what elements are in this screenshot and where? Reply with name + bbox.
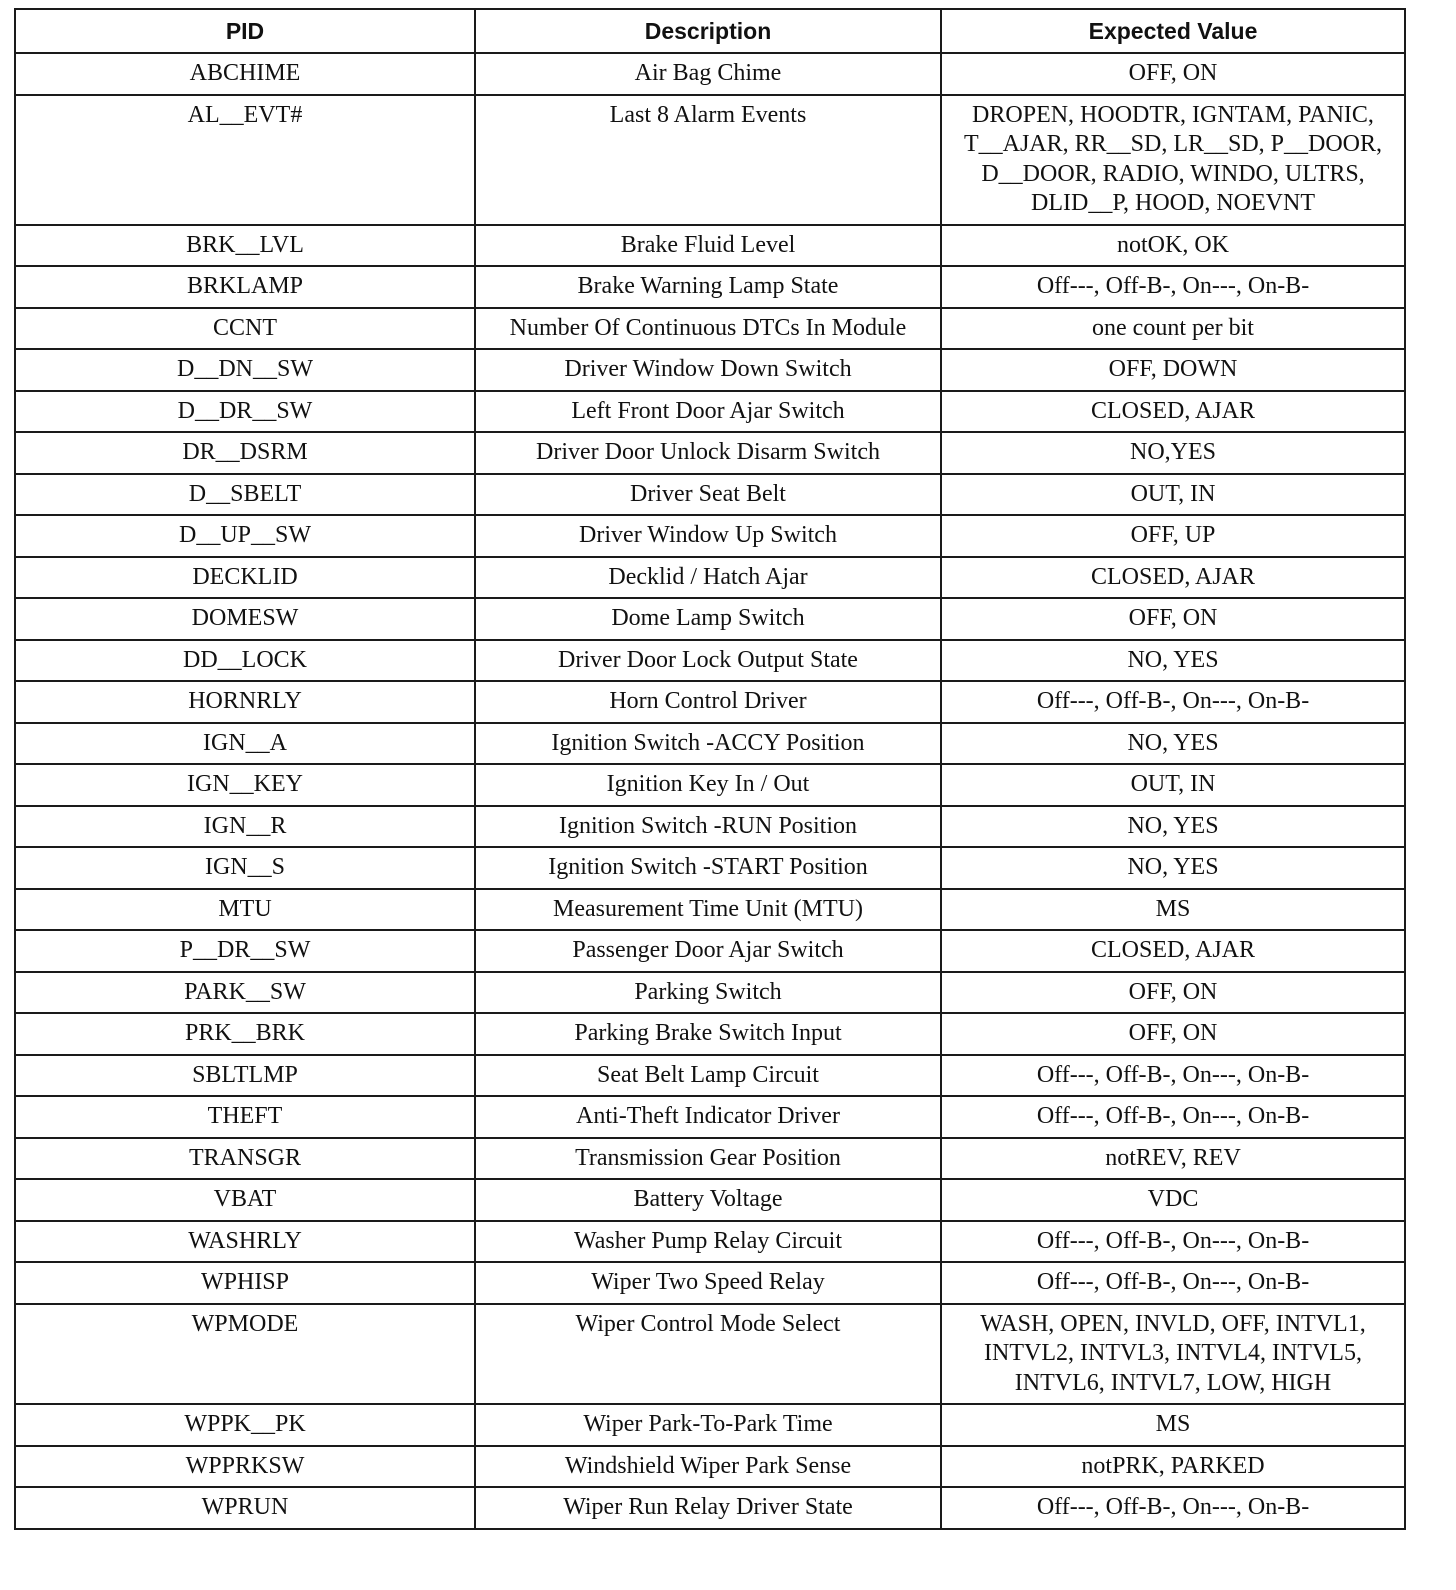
cell-description: Battery Voltage: [475, 1179, 941, 1221]
cell-pid: WASHRLY: [15, 1221, 475, 1263]
cell-expected-value: VDC: [941, 1179, 1405, 1221]
cell-pid: DECKLID: [15, 557, 475, 599]
table-row: [15, 640, 1405, 682]
table-body: [15, 53, 1405, 1529]
cell-expected-value: CLOSED, AJAR: [941, 391, 1405, 433]
cell-expected-value: NO, YES: [941, 723, 1405, 765]
cell-description: Brake Fluid Level: [475, 225, 941, 267]
cell-pid: D__DR__SW: [15, 391, 475, 433]
table-row: [15, 1096, 1405, 1138]
table-row: [15, 515, 1405, 557]
cell-pid: VBAT: [15, 1179, 475, 1221]
cell-description: Driver Seat Belt: [475, 474, 941, 516]
cell-description: Transmission Gear Position: [475, 1138, 941, 1180]
cell-expected-value: OFF, ON: [941, 53, 1405, 95]
cell-pid: MTU: [15, 889, 475, 931]
cell-pid: WPPRKSW: [15, 1446, 475, 1488]
cell-pid: BRK__LVL: [15, 225, 475, 267]
cell-expected-value: Off---, Off-B-, On---, On-B-: [941, 1221, 1405, 1263]
cell-pid: D__DN__SW: [15, 349, 475, 391]
cell-description: Ignition Switch -START Position: [475, 847, 941, 889]
header-expected-value: Expected Value: [941, 9, 1405, 53]
table-row: [15, 764, 1405, 806]
cell-description: Anti-Theft Indicator Driver: [475, 1096, 941, 1138]
cell-expected-value: notPRK, PARKED: [941, 1446, 1405, 1488]
cell-pid: BRKLAMP: [15, 266, 475, 308]
cell-expected-value: Off---, Off-B-, On---, On-B-: [941, 1262, 1405, 1304]
cell-description: Wiper Control Mode Select: [475, 1304, 941, 1405]
cell-expected-value: one count per bit: [941, 308, 1405, 350]
header-pid: PID: [15, 9, 475, 53]
table-row: [15, 95, 1405, 225]
cell-description: Ignition Switch -RUN Position: [475, 806, 941, 848]
table-row: [15, 1446, 1405, 1488]
cell-expected-value: NO, YES: [941, 847, 1405, 889]
cell-description: Dome Lamp Switch: [475, 598, 941, 640]
cell-expected-value: NO, YES: [941, 640, 1405, 682]
cell-pid: DOMESW: [15, 598, 475, 640]
cell-pid: WPRUN: [15, 1487, 475, 1529]
cell-pid: D__SBELT: [15, 474, 475, 516]
cell-pid: PRK__BRK: [15, 1013, 475, 1055]
table-row: [15, 225, 1405, 267]
cell-pid: WPPK__PK: [15, 1404, 475, 1446]
cell-expected-value: OFF, UP: [941, 515, 1405, 557]
cell-pid: IGN__R: [15, 806, 475, 848]
cell-pid: ABCHIME: [15, 53, 475, 95]
cell-expected-value: notREV, REV: [941, 1138, 1405, 1180]
cell-description: Washer Pump Relay Circuit: [475, 1221, 941, 1263]
cell-pid: D__UP__SW: [15, 515, 475, 557]
table-row: [15, 1179, 1405, 1221]
cell-description: Measurement Time Unit (MTU): [475, 889, 941, 931]
table-row: [15, 930, 1405, 972]
cell-description: Horn Control Driver: [475, 681, 941, 723]
table-row: [15, 889, 1405, 931]
table-row: [15, 681, 1405, 723]
cell-description: Last 8 Alarm Events: [475, 95, 941, 225]
cell-pid: PARK__SW: [15, 972, 475, 1014]
cell-description: Wiper Park-To-Park Time: [475, 1404, 941, 1446]
cell-pid: HORNRLY: [15, 681, 475, 723]
cell-expected-value: CLOSED, AJAR: [941, 557, 1405, 599]
table-row: [15, 847, 1405, 889]
table-row: [15, 1138, 1405, 1180]
table-row: [15, 1013, 1405, 1055]
cell-pid: IGN__S: [15, 847, 475, 889]
pid-table: [14, 8, 1406, 1530]
cell-pid: WPHISP: [15, 1262, 475, 1304]
cell-expected-value: NO, YES: [941, 806, 1405, 848]
cell-expected-value: Off---, Off-B-, On---, On-B-: [941, 1055, 1405, 1097]
table-row: [15, 972, 1405, 1014]
cell-expected-value: OFF, ON: [941, 1013, 1405, 1055]
cell-pid: DD__LOCK: [15, 640, 475, 682]
cell-expected-value: notOK, OK: [941, 225, 1405, 267]
cell-expected-value: CLOSED, AJAR: [941, 930, 1405, 972]
table-row: [15, 1304, 1405, 1405]
cell-description: Ignition Switch -ACCY Position: [475, 723, 941, 765]
cell-description: Left Front Door Ajar Switch: [475, 391, 941, 433]
cell-expected-value: OUT, IN: [941, 764, 1405, 806]
cell-description: Driver Door Unlock Disarm Switch: [475, 432, 941, 474]
cell-expected-value: Off---, Off-B-, On---, On-B-: [941, 681, 1405, 723]
cell-pid: DR__DSRM: [15, 432, 475, 474]
cell-description: Brake Warning Lamp State: [475, 266, 941, 308]
table-row: [15, 723, 1405, 765]
table-row: [15, 1487, 1405, 1529]
cell-description: Parking Switch: [475, 972, 941, 1014]
cell-pid: CCNT: [15, 308, 475, 350]
cell-expected-value: Off---, Off-B-, On---, On-B-: [941, 1487, 1405, 1529]
table-row: [15, 1055, 1405, 1097]
table-row: [15, 391, 1405, 433]
cell-pid: AL__EVT#: [15, 95, 475, 225]
cell-pid: IGN__KEY: [15, 764, 475, 806]
cell-description: Number Of Continuous DTCs In Module: [475, 308, 941, 350]
cell-description: Seat Belt Lamp Circuit: [475, 1055, 941, 1097]
table-row: [15, 1262, 1405, 1304]
cell-expected-value: NO,YES: [941, 432, 1405, 474]
table-row: [15, 53, 1405, 95]
cell-pid: THEFT: [15, 1096, 475, 1138]
cell-pid: P__DR__SW: [15, 930, 475, 972]
cell-description: Decklid / Hatch Ajar: [475, 557, 941, 599]
table-row: [15, 1404, 1405, 1446]
cell-description: Ignition Key In / Out: [475, 764, 941, 806]
cell-pid: WPMODE: [15, 1304, 475, 1405]
header-description: Description: [475, 9, 941, 53]
table-row: [15, 349, 1405, 391]
table-row: [15, 1221, 1405, 1263]
cell-expected-value: OFF, ON: [941, 972, 1405, 1014]
cell-expected-value: DROPEN, HOODTR, IGNTAM, PANIC, T__AJAR, RR__SD, LR__SD, P__DOOR, D__DOOR, RADIO, WINDO, ULTRS, DLID__P, HOOD, NOEVNT: [941, 95, 1405, 225]
table-row: [15, 308, 1405, 350]
header-row: [15, 9, 1405, 53]
table-row: [15, 598, 1405, 640]
cell-description: Parking Brake Switch Input: [475, 1013, 941, 1055]
cell-expected-value: MS: [941, 1404, 1405, 1446]
cell-expected-value: OFF, ON: [941, 598, 1405, 640]
cell-expected-value: MS: [941, 889, 1405, 931]
table-row: [15, 474, 1405, 516]
cell-expected-value: WASH, OPEN, INVLD, OFF, INTVL1, INTVL2, INTVL3, INTVL4, INTVL5, INTVL6, INTVL7, LOW, HIGH: [941, 1304, 1405, 1405]
cell-description: Passenger Door Ajar Switch: [475, 930, 941, 972]
cell-description: Driver Window Down Switch: [475, 349, 941, 391]
cell-pid: TRANSGR: [15, 1138, 475, 1180]
cell-expected-value: Off---, Off-B-, On---, On-B-: [941, 1096, 1405, 1138]
cell-description: Windshield Wiper Park Sense: [475, 1446, 941, 1488]
table-row: [15, 806, 1405, 848]
table-row: [15, 432, 1405, 474]
cell-description: Wiper Two Speed Relay: [475, 1262, 941, 1304]
cell-expected-value: OUT, IN: [941, 474, 1405, 516]
cell-description: Driver Door Lock Output State: [475, 640, 941, 682]
cell-expected-value: Off---, Off-B-, On---, On-B-: [941, 266, 1405, 308]
cell-expected-value: OFF, DOWN: [941, 349, 1405, 391]
cell-description: Air Bag Chime: [475, 53, 941, 95]
cell-pid: IGN__A: [15, 723, 475, 765]
table-row: [15, 557, 1405, 599]
table-row: [15, 266, 1405, 308]
table-header: [15, 9, 1405, 53]
cell-description: Wiper Run Relay Driver State: [475, 1487, 941, 1529]
cell-description: Driver Window Up Switch: [475, 515, 941, 557]
cell-pid: SBLTLMP: [15, 1055, 475, 1097]
